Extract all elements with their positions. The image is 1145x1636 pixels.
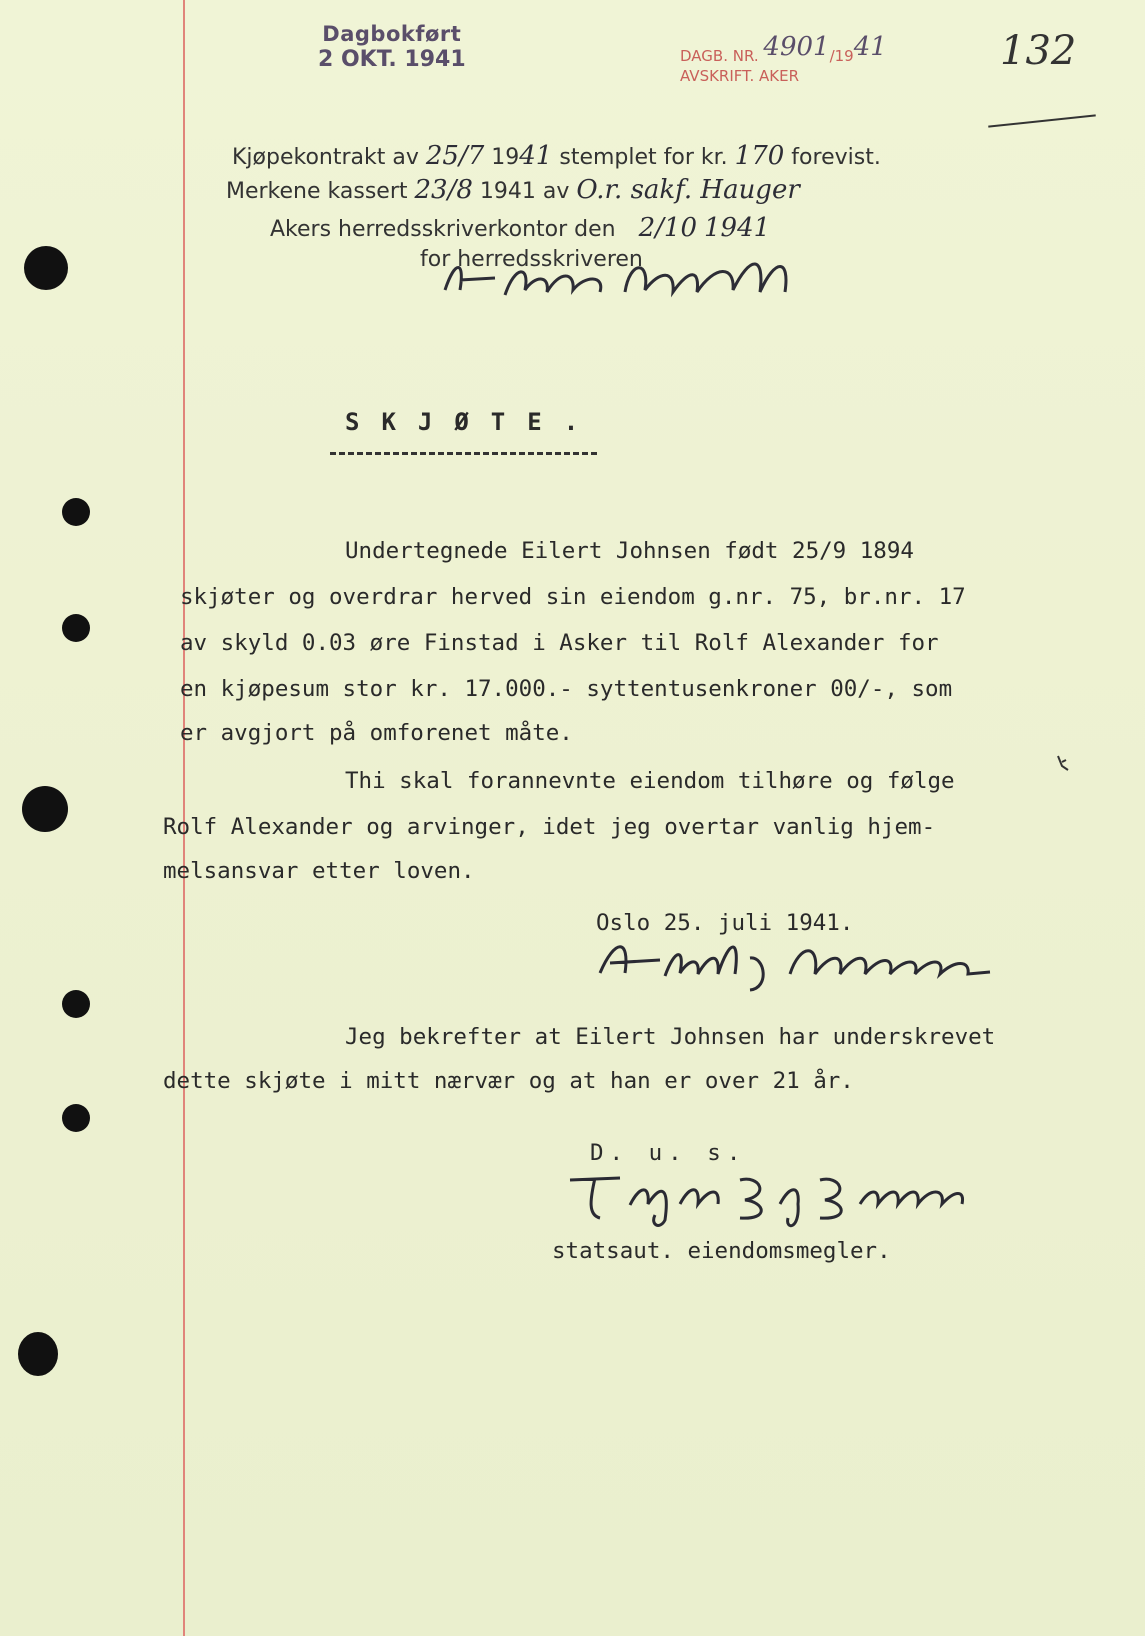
body-line: Rolf Alexander og arvinger, idet jeg overtar vanlig hjem- [163, 814, 936, 840]
stray-mark [1054, 752, 1074, 776]
reg-handwritten-name: O.r. sakf. Hauger [576, 175, 800, 205]
place-date: Oslo 25. juli 1941. [596, 910, 854, 936]
dagbokfort-label: Dagbokført [322, 22, 462, 46]
reg-text: av [542, 179, 570, 204]
dagbokfort-date: 2 OKT. 1941 [318, 47, 466, 73]
dagb-nr-value: 4901 [763, 32, 830, 62]
punch-hole [62, 498, 90, 526]
reg-text: Kjøpekontrakt av [232, 145, 419, 170]
registration-line-1 [232, 140, 881, 174]
body-line: er avgjort på omforenet måte. [180, 720, 573, 746]
avskrift-aker: AVSKRIFT. AKER [680, 67, 800, 85]
reg-text: 19 [491, 145, 520, 170]
registration-line-3 [270, 212, 770, 246]
body-line: Undertegnede Eilert Johnsen født 25/9 1894 [345, 538, 914, 564]
seller-signature [590, 928, 1010, 998]
dagb-year-prefix: /19 [829, 47, 854, 65]
reg-handwritten-date: 25/7 [425, 141, 485, 171]
reg-handwritten-date: 2/10 [638, 213, 697, 243]
reg-handwritten-year: 41 [519, 141, 553, 171]
registration-line-4: for herredsskriveren [420, 247, 643, 272]
punch-hole [62, 1104, 90, 1132]
registrar-signature [435, 250, 815, 310]
body-line: Jeg bekrefter at Eilert Johnsen har underskrevet [345, 1024, 996, 1050]
dagb-nr-label: DAGB. NR. [680, 47, 759, 65]
dagbokfort-stamp [318, 22, 466, 74]
reg-text: Merkene kassert [226, 179, 408, 204]
body-line: skjøter og overdrar herved sin eiendom g.nr. 75, br.nr. 17 [180, 584, 966, 610]
punch-hole [24, 246, 68, 290]
dus-abbrev: D. u. s. [590, 1140, 747, 1166]
signer-title: statsaut. eiendomsmegler. [552, 1238, 891, 1264]
reg-text: 1941 [479, 179, 536, 204]
reg-text: forevist. [791, 145, 881, 170]
document-title: SKJØTE. [345, 408, 601, 436]
dagb-year-hand: 41 [853, 32, 887, 62]
body-line: melsansvar etter loven. [163, 858, 475, 884]
reg-text: Akers herredsskriverkontor den [270, 217, 616, 242]
punch-hole [18, 1332, 58, 1376]
punch-hole [62, 614, 90, 642]
body-line: av skyld 0.03 øre Finstad i Asker til Rolf Alexander for [180, 630, 939, 656]
body-line: Thi skal forannevnte eiendom tilhøre og følge [345, 768, 955, 794]
punch-hole [62, 990, 90, 1018]
reg-handwritten-year: 1941 [703, 213, 771, 243]
reg-handwritten-date: 23/8 [414, 175, 473, 205]
witness-signature [560, 1160, 990, 1230]
folio-number: 132 [1000, 28, 1077, 74]
body-line: en kjøpesum stor kr. 17.000.- syttentusenkroner 00/-, som [180, 676, 953, 702]
dagb-nr-stamp [680, 34, 887, 88]
registration-line-2 [226, 174, 800, 208]
reg-handwritten-amount: 170 [734, 141, 785, 171]
reg-text: stemplet for kr. [559, 145, 728, 170]
title-underline [330, 452, 597, 455]
body-line: dette skjøte i mitt nærvær og at han er over 21 år. [163, 1068, 854, 1094]
punch-hole [22, 786, 68, 832]
folio-underline [988, 114, 1096, 127]
